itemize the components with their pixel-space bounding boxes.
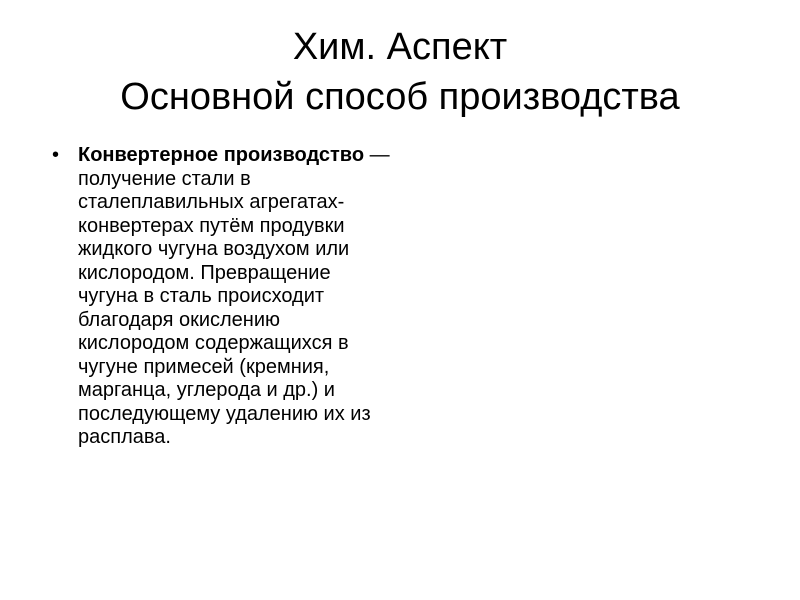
bullet-description: — получение стали в сталеплавильных агрегатах-конвертерах путём продувки жидкого чугуна воздухом или кислородом. Превращение чугуна в сталь происходит благодаря окислению кислородом содержащихся в чугуне примесей (кремния, марганца, углерода и др.) и последующему удалению их из расплава. xyxy=(78,144,390,448)
bullet-list xyxy=(50,144,390,450)
bullet-text xyxy=(78,144,390,448)
slide-title-line-2: Основной способ производства xyxy=(120,76,680,118)
bullet-term: Конвертерное производство xyxy=(78,144,365,166)
slide-title-line-1: Хим. Аспект xyxy=(292,26,508,68)
bullet-item xyxy=(50,144,390,450)
slide-title xyxy=(0,22,800,122)
bullet-dot-icon: • xyxy=(52,144,60,166)
